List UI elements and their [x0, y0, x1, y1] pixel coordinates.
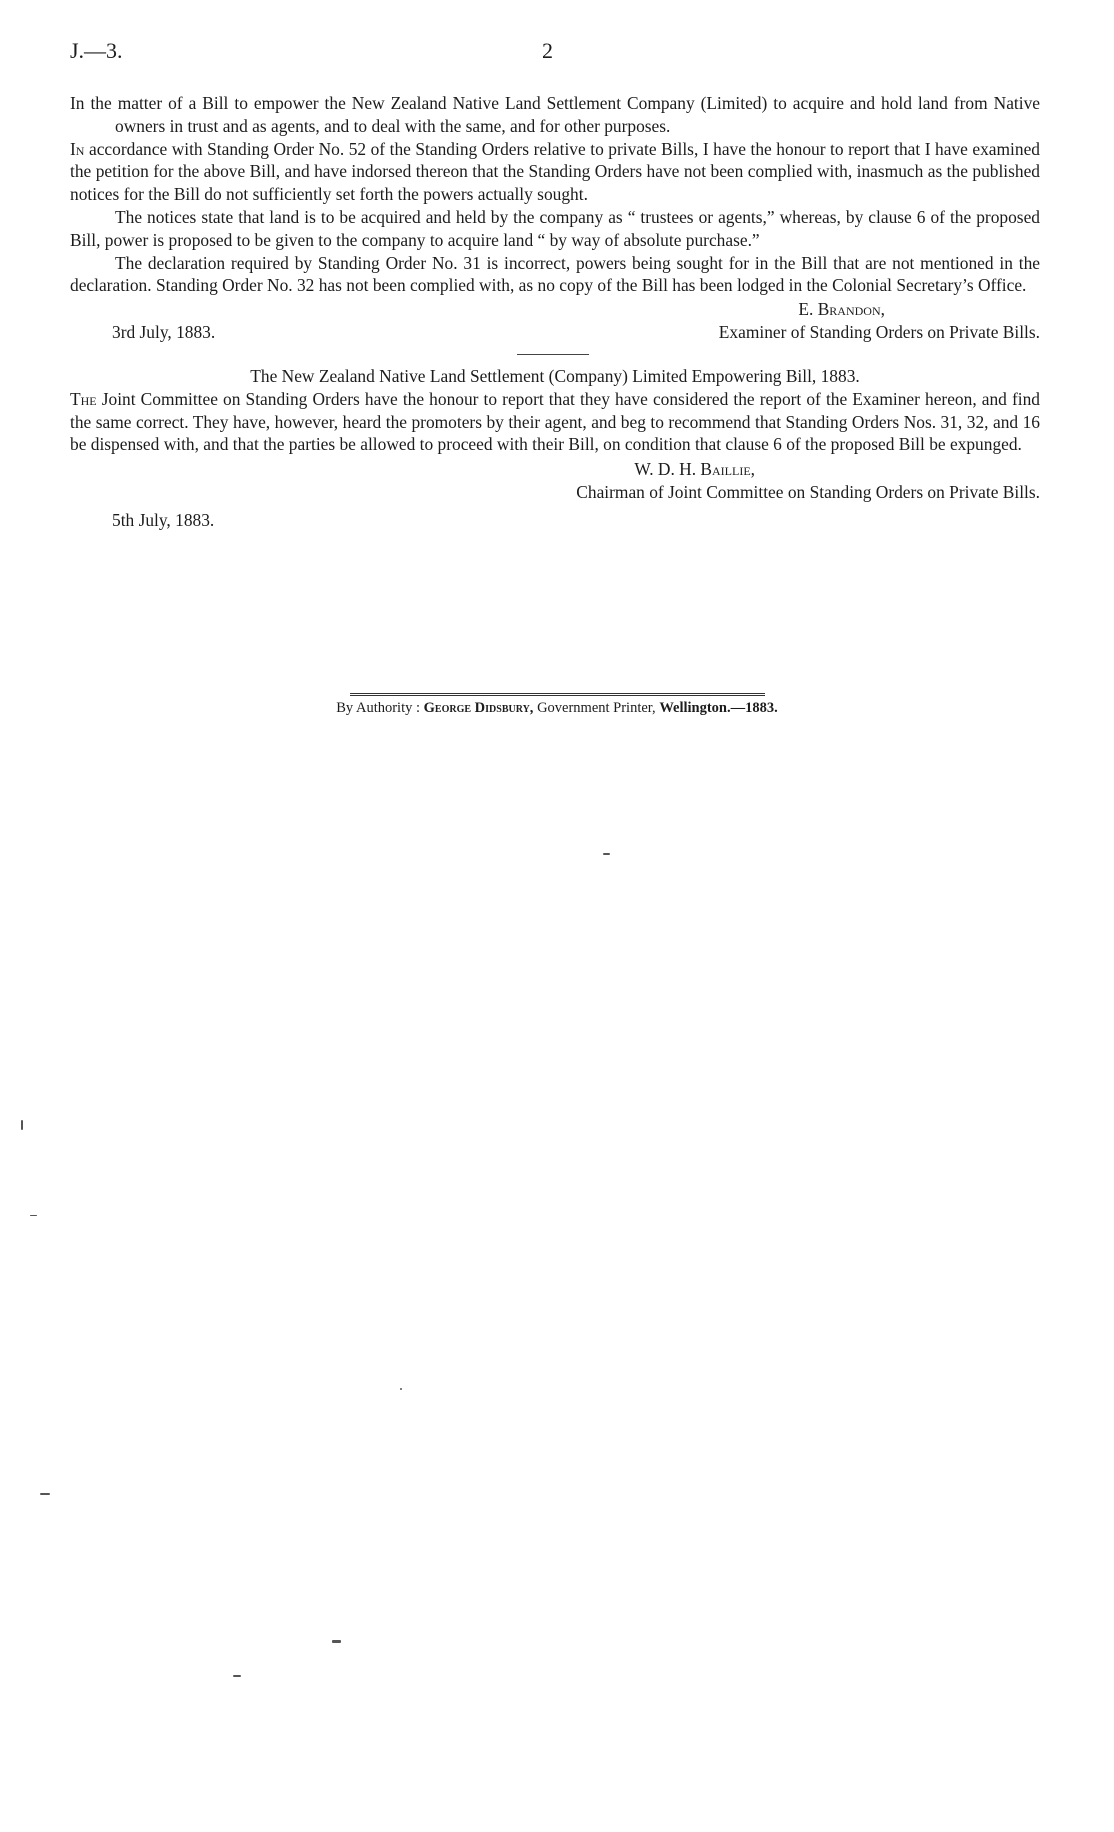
examiner-report-date: 3rd July, 1883. [112, 321, 216, 342]
paragraph-lead-word: The [70, 388, 97, 409]
printer-name: George Didsbury, [423, 700, 534, 716]
bill-matter-title: In the matter of a Bill to empower the New Zealand Native Land Settlement Company (Limited) to acquire and hold land from Native owners in trust and as agents, and to deal with the same, and for other purposes. [70, 93, 1040, 136]
document-body [70, 92, 1040, 532]
paragraph-text: accordance with Standing Order No. 52 of the Standing Orders relative to private Bills, I have the honour to report that I have examined the petition for the above Bill, and have indorsed thereon that the Standing Orders have not been complied with, inasmuch as the published notices for the Bill do not sufficiently set forth the powers actually sought. [70, 138, 1040, 205]
notices-paragraph: The notices state that land is to be acquired and held by the company as “ trustees or agents,” whereas, by clause 6 of the proposed Bill, power is proposed to be given to the company to acquire land “ by way of absolute purchase.” [70, 206, 1040, 250]
examiner-report-paragraph [70, 138, 1040, 206]
scan-speck [40, 1493, 50, 1495]
scan-speck [21, 1120, 23, 1130]
footer-rule [350, 693, 765, 696]
chairman-signature: W. D. H. Baillie, [634, 459, 755, 480]
scan-speck [332, 1640, 341, 1643]
committee-report-date: 5th July, 1883. [112, 509, 215, 530]
declaration-paragraph: The declaration required by Standing Order No. 31 is incorrect, powers being sought for in the Bill that are not mentioned in the declaration. Standing Order No. 32 has not been complied with, as no copy of the Bill has been lodged in the Colonial Secretary’s Office. [70, 252, 1040, 296]
document-reference: J.—3. [70, 38, 123, 63]
scan-speck [30, 1215, 37, 1216]
section-divider [517, 354, 589, 355]
paragraph-lead-word: In [70, 138, 85, 159]
scan-speck [233, 1675, 241, 1677]
page-header [70, 38, 1040, 68]
scan-speck [400, 1388, 402, 1390]
bill-title: The New Zealand Native Land Settlement (Company) Limited Empowering Bill, 1883. [250, 365, 860, 386]
committee-report-paragraph [70, 388, 1040, 456]
chairman-role: Chairman of Joint Committee on Standing Orders on Private Bills. [576, 481, 1040, 502]
examiner-signature-block [70, 321, 1040, 345]
scan-speck [603, 853, 610, 855]
imprint-suffix: Government Printer, [533, 700, 660, 716]
examiner-signature: E. Brandon, [798, 299, 885, 320]
paragraph-text: Joint Committee on Standing Orders have the honour to report that they have considered the report of the Examiner hereon, and find the same correct. They have, however, heard the promoters by their agent, and beg to recommend that Standing Orders Nos. 31, 32, and 16 be dispensed with, and that the parties be allowed to proceed with their Bill, on condition that clause 6 of the proposed Bill be expunged. [70, 388, 1040, 455]
examiner-role: Examiner of Standing Orders on Private Bills. [718, 321, 1040, 342]
page-number: 2 [542, 38, 553, 63]
printer-imprint [0, 700, 1114, 717]
imprint-prefix: By Authority : [336, 700, 424, 716]
imprint-location: Wellington.—1883. [659, 700, 778, 716]
